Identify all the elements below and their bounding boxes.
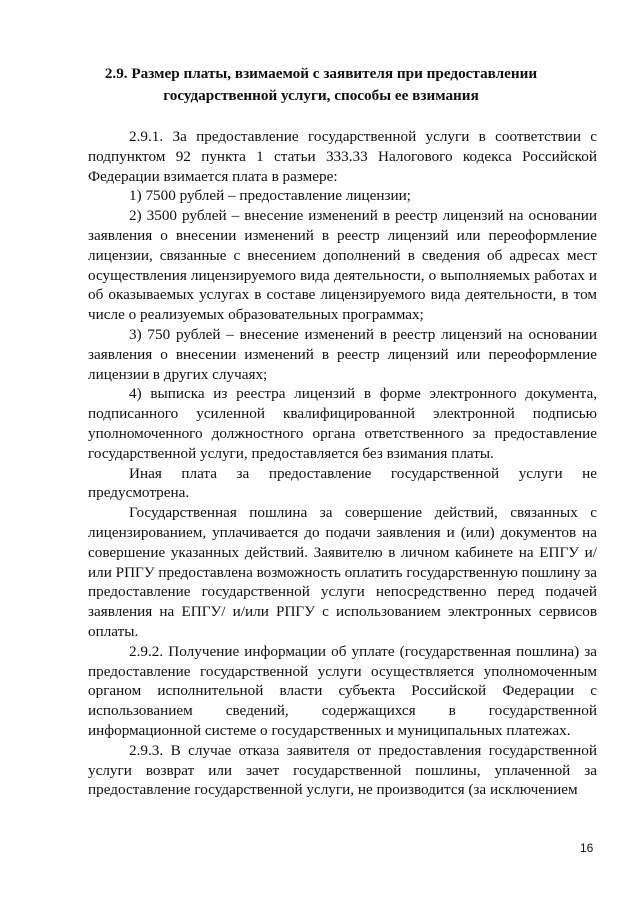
paragraph-fee-item-1: 1) 7500 рублей – предоставление лицензии; — [129, 187, 411, 205]
paragraph-2-9-1: 2.9.1. За предоставление государственной услуги в соответствии с подпунктом 92 пункта 1 статьи 333.33 Налогового кодекса Российской Федерации взимается плата в размере: — [88, 128, 597, 185]
section-heading-line-2: государственной услуги, способы ее взимания — [163, 87, 479, 104]
section-heading-line-1: 2.9. Размер платы, взимаемой с заявителя при предоставлении — [104, 65, 538, 82]
paragraph-other-fee: Иная плата за предоставление государственной услуги не предусмотрена. — [88, 464, 597, 502]
section-heading — [96, 63, 546, 107]
page-number: 16 — [580, 841, 594, 855]
paragraph-fee-item-2: 2) 3500 рублей – внесение изменений в реестр лицензий на основании заявления о внесении изменений в реестр лицензий или переоформление лицензии, связанные с внесением дополнений в сведения об адресах мест осуществления лицензируемого вида деятельности, о выполняемых работах и об оказываемых услугах в составе лицензируемого вида деятельности, в том числе о реализуемых образовательных программах; — [88, 207, 597, 324]
paragraph-state-duty: Государственная пошлина за совершение действий, связанных с лицензированием, уплачивается до подачи заявления и (или) документов на совершение указанных действий. Заявителю в личном кабинете на ЕПГУ и/или РПГУ предоставлена возможность оплатить государственную пошлину за предоставление государственной услуги непосредственно перед подачей заявления на ЕПГУ/ и/или РПГУ с использованием электронных сервисов оплаты. — [88, 504, 597, 640]
paragraph-fee-item-4: 4) выписка из реестра лицензий в форме электронного документа, подписанного усиленной квалифицированной электронной подписью уполномоченного должностного органа ответственного за предоставление государственной услуги, предоставляется без взимания платы. — [88, 385, 597, 462]
paragraph-2-9-2: 2.9.2. Получение информации об уплате (государственная пошлина) за предоставление государственной услуги осуществляется уполномоченным органом исполнительной власти субъекта Российской Федерации с использованием сведений, содержащихся в государственной информационной системе о государственных и муниципальных платежах. — [88, 642, 597, 739]
document-body — [88, 127, 597, 800]
paragraph-2-9-3: 2.9.3. В случае отказа заявителя от предоставления государственной услуги возврат или зачет государственной пошлины, уплаченной за предоставление государственной услуги, не производится (за исключением — [88, 741, 597, 799]
paragraph-fee-item-3: 3) 750 рублей – внесение изменений в реестр лицензий на основании заявления о внесении изменений в реестр лицензий или переоформление лицензии в других случаях; — [88, 325, 597, 383]
